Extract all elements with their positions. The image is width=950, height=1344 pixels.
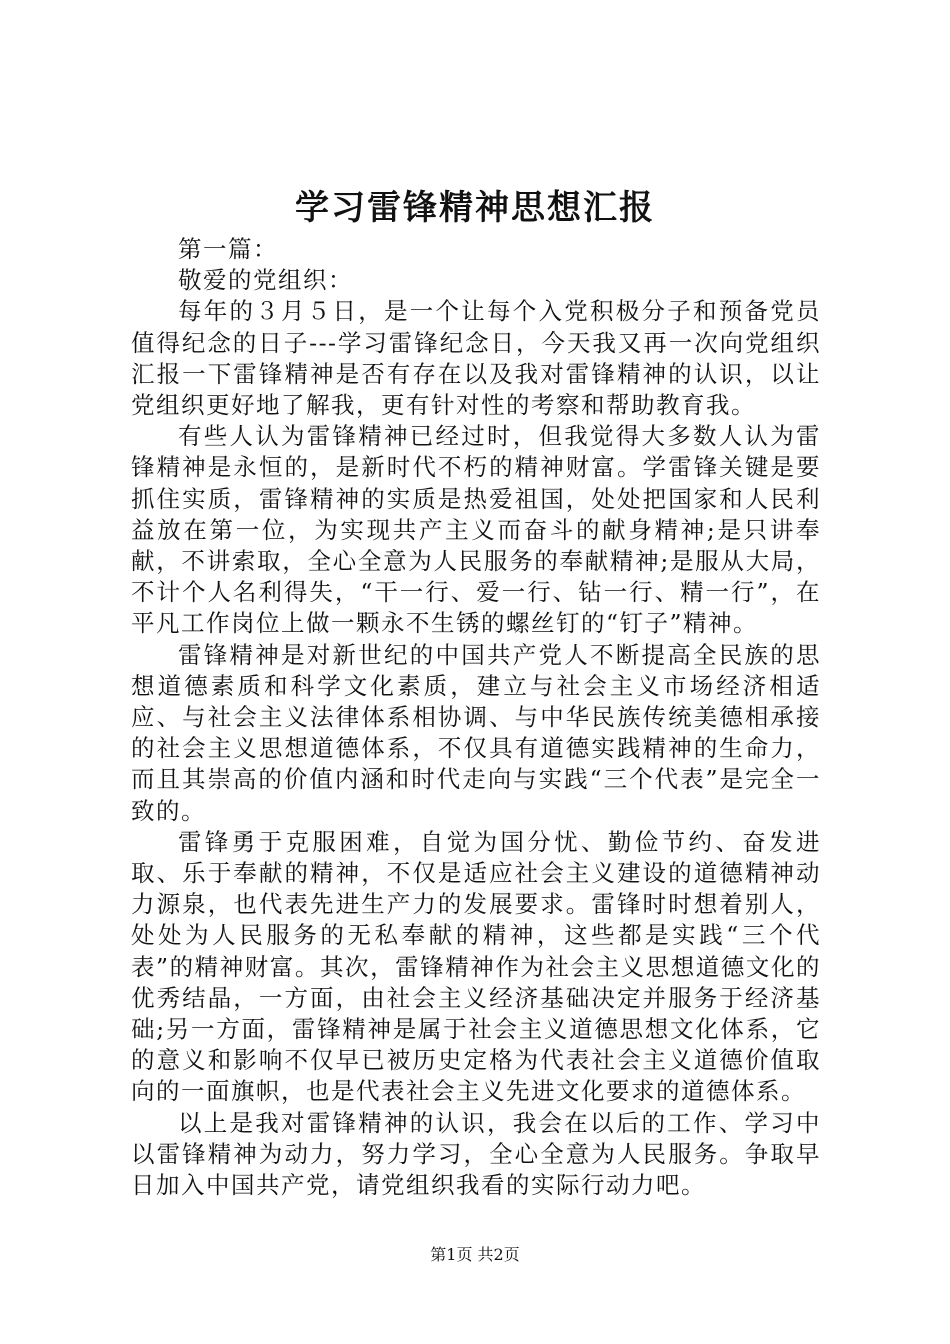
- document-title: 学习雷锋精神思想汇报: [295, 188, 655, 228]
- body-paragraph: 有些人认为雷锋精神已经过时，但我觉得大多数人认为雷锋精神是永恒的，是新时代不朽的精神财富。学雷锋关键是要抓住实质，雷锋精神的实质是热爱祖国，处处把国家和人民利益放在第一位，为实现共产主义而奋斗的献身精神;是只讲奉献，不讲索取，全心全意为人民服务的奉献精神;是服从大局，不计个人名利得失，“干一行、爱一行、钻一行、精一行”，在平凡工作岗位上做一颗永不生锈的螺丝钉的“钉子”精神。: [131, 422, 821, 638]
- body-paragraph: 雷锋勇于克服困难，自觉为国分忧、勤俭节约、奋发进取、乐于奉献的精神，不仅是适应社会主义建设的道德精神动力源泉，也代表先进生产力的发展要求。雷锋时时想着别人，处处为人民服务的无私奉献的精神，这些都是实践“三个代表”的精神财富。其次，雷锋精神作为社会主义思想道德文化的优秀结晶，一方面，由社会主义经济基础决定并服务于经济基础;另一方面，雷锋精神是属于社会主义道德思想文化体系，它的意义和影响不仅早已被历史定格为代表社会主义道德价值取向的一面旗帜，也是代表社会主义先进文化要求的道德体系。: [131, 827, 821, 1106]
- document-body: [131, 234, 821, 1201]
- section-heading: 第一篇：: [178, 235, 278, 263]
- salutation: 敬爱的党组织：: [178, 266, 353, 295]
- body-paragraph: 每年的３月５日，是一个让每个入党积极分子和预备党员值得纪念的日子---学习雷锋纪念日，今天我又再一次向党组织汇报一下雷锋精神是否有存在以及我对雷锋精神的认识，以让党组织更好地了解我，更有针对性的考察和帮助教育我。: [131, 297, 821, 420]
- page-number-footer: 第1页 共2页: [430, 1245, 520, 1264]
- body-paragraph: 以上是我对雷锋精神的认识，我会在以后的工作、学习中以雷锋精神为动力，努力学习，全心全意为人民服务。争取早日加入中国共产党，请党组织我看的实际行动力吧。: [131, 1108, 821, 1200]
- body-paragraph: 雷锋精神是对新世纪的中国共产党人不断提高全民族的思想道德素质和科学文化素质，建立与社会主义市场经济相适应、与社会主义法律体系相协调、与中华民族传统美德相承接的社会主义思想道德体系，不仅具有道德实践精神的生命力，而且其崇高的价值内涵和时代走向与实践“三个代表”是完全一致的。: [131, 640, 821, 825]
